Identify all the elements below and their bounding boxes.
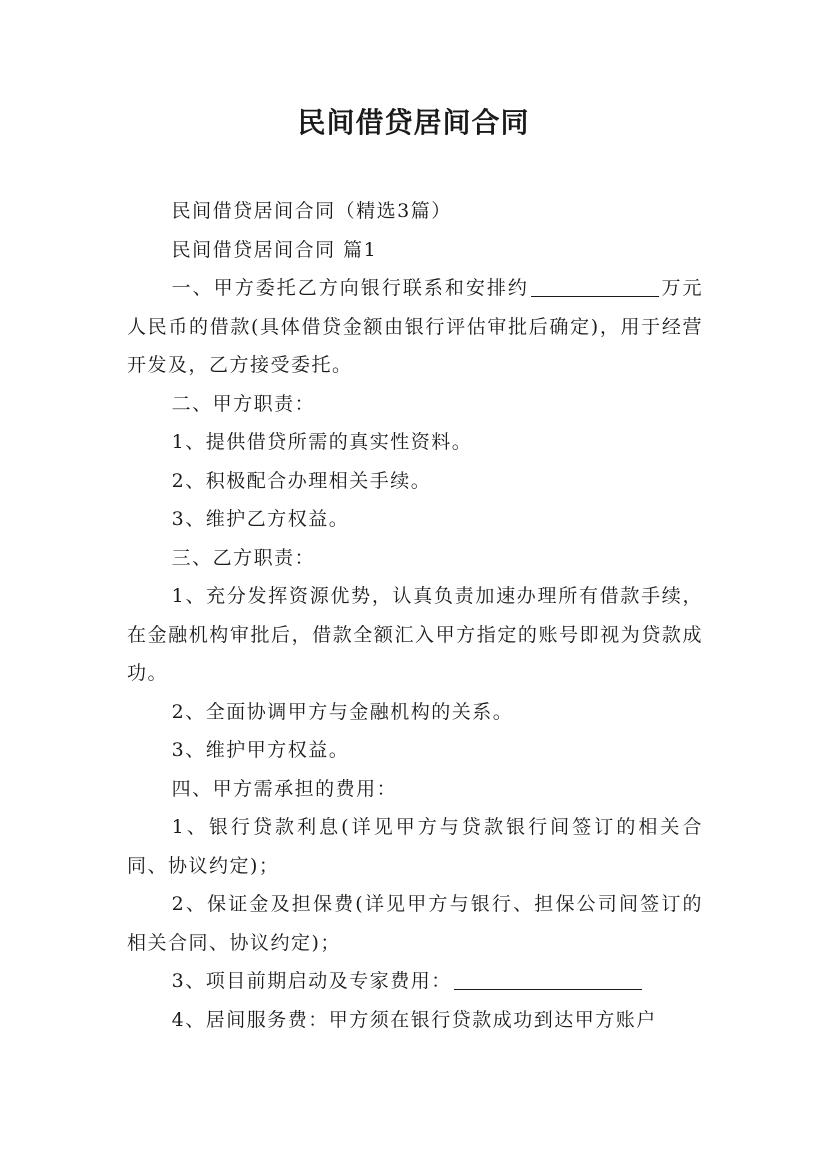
paragraph-party-b-duty-3: 3、维护甲方权益。 [171, 739, 350, 761]
paragraph-fee-4: 4、居间服务费：甲方须在银行贷款成功到达甲方账户 [171, 1008, 657, 1031]
paragraph-party-a-duty-1: 1、提供借贷所需的真实性资料。 [171, 431, 473, 453]
paragraph-party-b-duties-heading: 三、乙方职责： [171, 546, 316, 569]
paragraph-section-heading: 民间借贷居间合同 篇1 [171, 238, 378, 261]
clause-1-text-after: 万元人民币的借款(具体借贷金额由银行评估审批后确定)，用于经营开发及，乙方接受委托。 [127, 277, 703, 376]
expert-fee-blank-field [454, 967, 642, 990]
clause-1-text-before: 一、甲方委托乙方向银行联系和安排约 [171, 277, 529, 299]
paragraph-fee-2: 2、保证金及担保费(详见甲方与银行、担保公司间签订的相关合同、协议约定)； [127, 893, 703, 954]
paragraph-party-a-duties-heading: 二、甲方职责： [171, 392, 316, 415]
fee-3-text: 3、项目前期启动及专家费用： [171, 970, 452, 992]
paragraph-fee-3 [127, 962, 703, 1001]
document-title: 民间借贷居间合同 [297, 106, 530, 139]
amount-blank-field [531, 274, 659, 297]
paragraph-party-a-duty-3: 3、维护乙方权益。 [171, 508, 350, 530]
paragraph-subtitle: 民间借贷居间合同（精选3篇） [171, 200, 452, 222]
paragraph-fee-1: 1、银行贷款利息(详见甲方与贷款银行间签订的相关合同、协议约定)； [127, 816, 703, 877]
paragraph-fees-heading: 四、甲方需承担的费用： [171, 777, 398, 800]
document-body [127, 192, 703, 1039]
paragraph-party-a-duty-2: 2、积极配合办理相关手续。 [171, 469, 432, 492]
paragraph-party-b-duty-2: 2、全面协调甲方与金融机构的关系。 [171, 700, 514, 723]
paragraph-party-b-duty-1: 1、充分发挥资源优势，认真负责加速办理所有借款手续，在金融机构审批后，借款全额汇入甲方指定的账号即视为贷款成功。 [127, 585, 703, 684]
paragraph-clause-1 [127, 269, 703, 385]
